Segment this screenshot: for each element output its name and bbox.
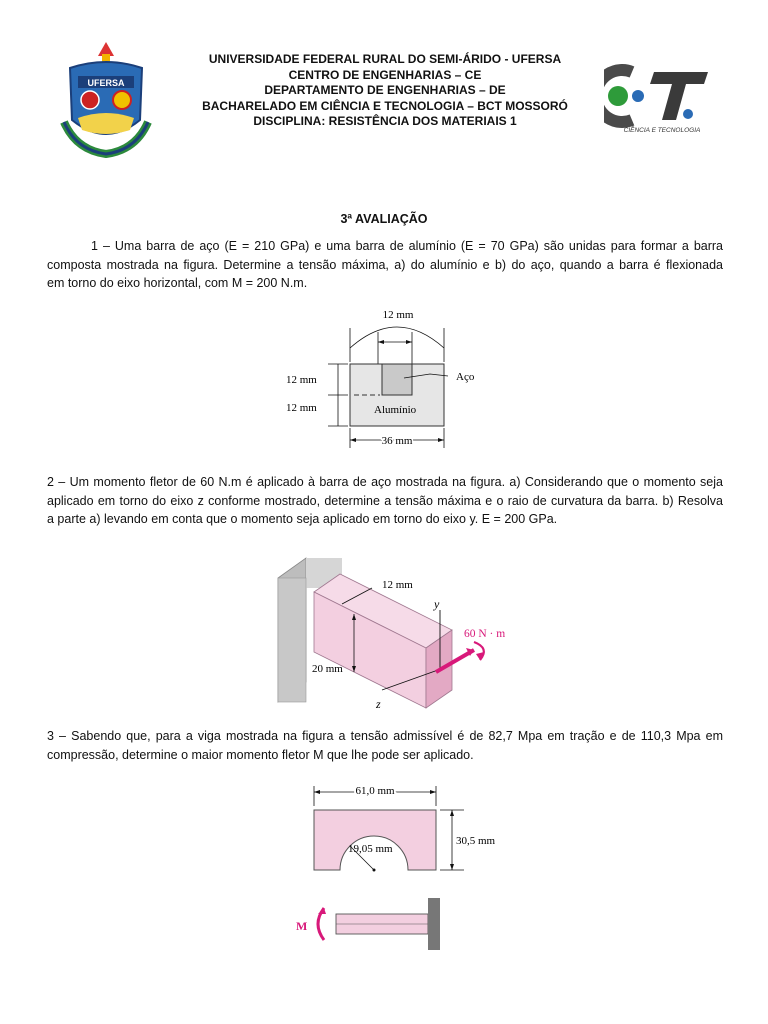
header-line-department: DEPARTAMENTO DE ENGENHARIAS – DE xyxy=(264,83,506,97)
question-1-line-2: composta mostrada na figura. Determine a tensão máxima, a) do alumínio e b) do aço, quando a barra é flexionada xyxy=(47,257,723,272)
header-line-course: BACHARELADO EM CIÊNCIA E TECNOLOGIA – BCT MOSSORÓ xyxy=(202,98,568,113)
figure-1-steel-label: Aço xyxy=(456,371,475,383)
question-1 xyxy=(47,237,723,293)
ct-logo-caption: CIÊNCIA E TECNOLOGIA xyxy=(623,127,701,134)
question-3 xyxy=(47,727,723,764)
figure-1-top-dimension: 12 mm xyxy=(382,309,414,321)
question-2 xyxy=(47,473,723,529)
question-2-line-2: aplicado em torno do eixo z conforme mostrado, determine a tensão máxima e o raio de curvatura da barra. b) Resolva xyxy=(47,493,723,508)
figure-3-height-dimension: 30,5 mm xyxy=(456,835,496,847)
ufersa-logo-text: UFERSA xyxy=(87,78,125,88)
figure-1-aluminum-label: Alumínio xyxy=(374,404,417,416)
figure-3-width-dimension: 61,0 mm xyxy=(355,785,395,797)
header-line-discipline: DISCIPLINA: RESISTÊNCIA DOS MATERIAIS 1 xyxy=(253,114,517,128)
question-1-line-1: 1 – Uma barra de aço (E = 210 GPa) e uma barra de alumínio (E = 70 GPa) são unidas para formar a barra xyxy=(91,239,723,253)
figure-1-composite-section xyxy=(280,302,500,452)
figure-1-left-dimension-top: 12 mm xyxy=(286,374,317,386)
question-3-line-1: 3 – Sabendo que, para a viga mostrada na figura a tensão admissível é de 82,7 Mpa em tração e de 110,3 Mpa em xyxy=(47,729,723,743)
question-1-line-3: em torno do eixo horizontal, com M = 200 N.m. xyxy=(47,276,308,290)
question-2-line-1: 2 – Um momento fletor de 60 N.m é aplicado à barra de aço mostrada na figura. a) Considerando que o momento seja xyxy=(47,475,723,489)
figure-2-height-dimension: 20 mm xyxy=(312,663,343,675)
ufersa-logo xyxy=(56,38,156,162)
figure-2-width-dimension: 12 mm xyxy=(382,579,413,591)
figure-3-radius-dimension: 19,05 mm xyxy=(348,843,393,855)
figure-3-beam xyxy=(292,894,452,950)
question-2-line-3: a parte a) levando em conta que o momento seja aplicado em torno do eixo y. E = 200 GPa. xyxy=(47,512,558,526)
header-line-center: CENTRO DE ENGENHARIAS – CE xyxy=(288,67,482,82)
figure-1-steel-block xyxy=(382,364,412,395)
ct-logo xyxy=(604,64,716,136)
figure-2-y-axis-label: y xyxy=(434,597,440,611)
question-3-line-2: compressão, determine o maior momento fletor M que lhe pode ser aplicado. xyxy=(47,747,474,762)
figure-2-cantilever-bar xyxy=(270,552,510,712)
figure-3-section xyxy=(292,778,502,888)
exam-title: 3ª AVALIAÇÃO xyxy=(340,212,428,226)
figure-1-left-dimension-bottom: 12 mm xyxy=(286,402,317,414)
figure-2-z-axis-label: z xyxy=(376,697,381,711)
figure-1-bottom-dimension: 36 mm xyxy=(381,435,413,447)
header-line-university: UNIVERSIDADE FEDERAL RURAL DO SEMI-ÁRIDO - UFERSA xyxy=(208,52,562,66)
figure-2-moment-label: 60 N · m xyxy=(464,628,506,640)
figure-3-moment-label: M xyxy=(296,919,308,933)
document-header xyxy=(190,52,580,130)
